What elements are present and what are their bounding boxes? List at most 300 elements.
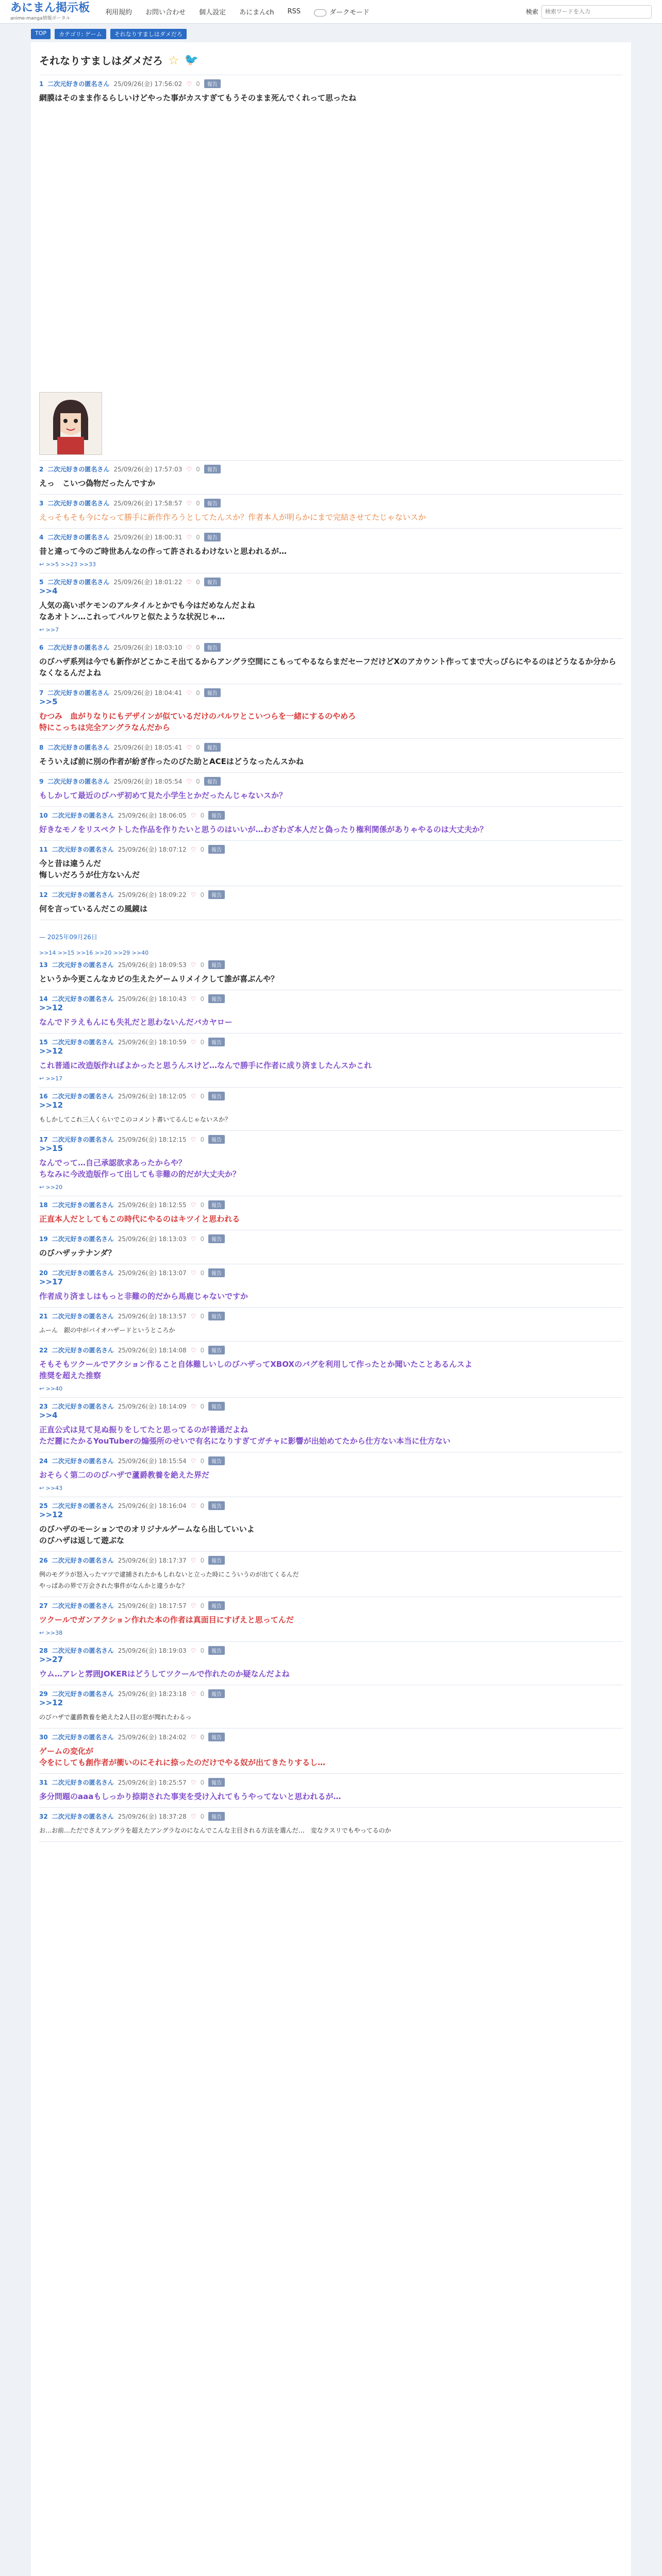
post-header bbox=[39, 688, 623, 697]
reply-anchor[interactable]: >>12 bbox=[39, 1698, 63, 1707]
post-number[interactable]: 26 bbox=[39, 1556, 48, 1564]
post-item bbox=[39, 990, 623, 1033]
reply-links[interactable]: ↩ >>43 bbox=[39, 1485, 63, 1492]
post-body: のびハザッテナンダ？ bbox=[39, 1248, 116, 1258]
post-number[interactable]: 2 bbox=[39, 465, 44, 473]
like-heart-icon[interactable]: ♡ bbox=[190, 1602, 196, 1609]
post-header bbox=[39, 890, 623, 899]
post-item bbox=[39, 1088, 623, 1131]
post-date: 25/09/26(金) 18:24:02 bbox=[118, 1734, 187, 1741]
post-date: 25/09/26(金) 18:12:55 bbox=[118, 1201, 187, 1209]
post-author: 二次元好きの匿名さん bbox=[52, 846, 114, 853]
post-item bbox=[39, 956, 623, 990]
like-count: 0 bbox=[200, 1235, 205, 1243]
like-count: 0 bbox=[200, 1201, 205, 1209]
like-count: 0 bbox=[200, 1502, 205, 1510]
like-count: 0 bbox=[200, 1346, 205, 1354]
report-button[interactable]: 報告 bbox=[204, 777, 221, 786]
report-button[interactable]: 報告 bbox=[208, 890, 225, 899]
report-button[interactable]: 報告 bbox=[208, 1556, 225, 1565]
post-number[interactable]: 16 bbox=[39, 1092, 48, 1100]
post-author: 二次元好きの匿名さん bbox=[52, 1813, 114, 1820]
post-item bbox=[39, 639, 623, 684]
post-body: ゲームの変化が 令をにしても創作者が衝いのにそれに捺ったのだけでやる奴が出てきたりするし… bbox=[39, 1747, 326, 1767]
post-item bbox=[39, 1774, 623, 1808]
like-heart-icon[interactable]: ♡ bbox=[190, 1235, 196, 1243]
post-number[interactable]: 22 bbox=[39, 1346, 48, 1354]
post-author: 二次元好きの匿名さん bbox=[47, 689, 110, 697]
post-body: というか今更こんなカビの生えたゲームリメイクして誰が喜ぶんや？ bbox=[39, 974, 279, 984]
post-body: 人気の高いポケモンのアルタイルとかでも今はだめなんだよね なあオトン…これってパルワと似たような状況じゃ… bbox=[39, 601, 255, 621]
nav-dark-mode[interactable] bbox=[314, 7, 369, 16]
report-button[interactable]: 報告 bbox=[208, 1689, 225, 1698]
like-heart-icon[interactable]: ♡ bbox=[190, 1733, 196, 1741]
post-item bbox=[39, 1196, 623, 1230]
post-header bbox=[39, 1689, 623, 1698]
site-logo[interactable] bbox=[10, 2, 90, 21]
like-heart-icon[interactable]: ♡ bbox=[190, 1136, 196, 1143]
like-count: 0 bbox=[200, 1312, 205, 1320]
post-body: ふーん 銀の中がバイオハザードというところか bbox=[39, 1327, 175, 1334]
report-button[interactable]: 報告 bbox=[204, 79, 221, 88]
report-button[interactable]: 報告 bbox=[208, 1812, 225, 1821]
post-body: ツクールでガンアクション作れた本の作者は真面目にすげえと思ってんだ bbox=[39, 1615, 294, 1624]
post-number[interactable]: 4 bbox=[39, 533, 44, 541]
post-author: 二次元好きの匿名さん bbox=[52, 891, 114, 899]
like-heart-icon[interactable]: ♡ bbox=[190, 1201, 196, 1209]
post-date: 25/09/26(金) 18:03:10 bbox=[113, 644, 183, 651]
thread-main bbox=[31, 42, 631, 2576]
like-heart-icon[interactable]: ♡ bbox=[190, 891, 196, 899]
report-button[interactable]: 報告 bbox=[204, 688, 221, 697]
post-body: もしかして最近のびハザ初めて見た小学生とかだったんじゃないスか？ bbox=[39, 791, 287, 800]
post-date: 25/09/26(金) 18:12:15 bbox=[118, 1136, 187, 1143]
post-body: むつみ 血がりなりにもデザインが似ているだけのパルワとこいつらを一緒にするのやめろ 特にこっちは完全アングラなんだから bbox=[39, 711, 356, 732]
like-count: 0 bbox=[200, 1136, 205, 1143]
like-count: 0 bbox=[200, 1812, 205, 1820]
post-header bbox=[39, 1778, 623, 1787]
reply-anchor[interactable]: >>27 bbox=[39, 1655, 63, 1664]
like-count: 0 bbox=[196, 499, 200, 507]
post-author: 二次元好きの匿名さん bbox=[52, 1039, 114, 1046]
post-header bbox=[39, 1646, 623, 1655]
post-body: なんでって…自己承認欲求あったからや？ ちなみに今改造版作って出しても非難の的だが大丈夫か？ bbox=[39, 1158, 241, 1179]
post-item bbox=[39, 1033, 623, 1088]
like-count: 0 bbox=[200, 891, 205, 899]
post-header bbox=[39, 499, 623, 507]
post-author: 二次元好きの匿名さん bbox=[52, 1557, 114, 1564]
post-author: 二次元好きの匿名さん bbox=[52, 812, 114, 819]
breadcrumb bbox=[0, 24, 662, 42]
like-heart-icon[interactable]: ♡ bbox=[190, 1092, 196, 1100]
like-count: 0 bbox=[200, 1092, 205, 1100]
like-heart-icon[interactable]: ♡ bbox=[186, 533, 192, 541]
like-heart-icon[interactable]: ♡ bbox=[190, 811, 196, 819]
post-author: 二次元好きの匿名さん bbox=[52, 1313, 114, 1320]
post-item bbox=[39, 1131, 623, 1196]
post-header bbox=[39, 1402, 623, 1411]
dark-mode-label: ダークモード bbox=[329, 9, 370, 16]
like-heart-icon[interactable]: ♡ bbox=[190, 1346, 196, 1354]
search-label: 検索 bbox=[525, 8, 538, 15]
post-body: のびハザのモーションでのオリジナルゲームなら出していいよ のびハザは返して遊ぶな bbox=[39, 1524, 255, 1545]
post-body: お…お前…ただでさえアングラを超えたアングラなのになんでこんな主目される方法を選んだ… 変なクスリでもやってるのか bbox=[39, 1827, 391, 1834]
twitter-share-icon[interactable]: 🐦 bbox=[184, 54, 198, 66]
post-date: 25/09/26(金) 18:04:41 bbox=[113, 689, 183, 697]
post-header bbox=[39, 1234, 623, 1243]
post-item bbox=[39, 1452, 623, 1497]
post-date: 25/09/26(金) 17:56:02 bbox=[113, 80, 183, 88]
post-header bbox=[39, 1456, 623, 1465]
like-count: 0 bbox=[200, 1269, 205, 1277]
reply-links[interactable]: ↩ >>20 bbox=[39, 1184, 63, 1191]
nav-contact[interactable]: お問い合わせ bbox=[145, 9, 186, 16]
post-author: 二次元好きの匿名さん bbox=[47, 466, 110, 473]
nav-terms[interactable]: 利用規約 bbox=[105, 9, 133, 16]
post-header bbox=[39, 1038, 623, 1046]
like-heart-icon[interactable]: ♡ bbox=[190, 1812, 196, 1820]
post-body: 好きなモノをリスペクトした作品を作りたいと思うのはいいが…わざわざ本人だと偽ったり権利関係がありゃやるのは大丈夫か？ bbox=[39, 825, 488, 834]
report-button[interactable]: 報告 bbox=[208, 811, 225, 820]
breadcrumb-thread[interactable]: それなりすましはダメだろ bbox=[110, 29, 187, 39]
post-number[interactable]: 18 bbox=[39, 1201, 48, 1209]
post-author: 二次元好きの匿名さん bbox=[52, 1690, 114, 1698]
like-heart-icon[interactable]: ♡ bbox=[186, 777, 192, 785]
like-heart-icon[interactable]: ♡ bbox=[186, 80, 192, 88]
reply-links[interactable]: ↩ >>5 >>23 >>33 bbox=[39, 561, 96, 568]
site-header bbox=[0, 0, 662, 24]
post-number[interactable]: 13 bbox=[39, 961, 48, 969]
post-body: 昔と違って今のご時世あんなの作って許されるわけないと思われるが… bbox=[39, 547, 287, 556]
post-item bbox=[39, 1398, 623, 1452]
report-button[interactable]: 報告 bbox=[204, 578, 221, 586]
post-body: のびハザで蘆爵教養を絶えた2人目の窓が聞れたわるっ bbox=[39, 1714, 192, 1721]
post-body: 今と昔は違うんだ 悔しいだろうが仕方ないんだ bbox=[39, 859, 140, 879]
post-item bbox=[39, 1264, 623, 1308]
report-button[interactable]: 報告 bbox=[208, 1312, 225, 1320]
post-body: ウム…アレと雰囲JOKERはどうしてツクールで作れたのか疑なんだよね bbox=[39, 1669, 290, 1679]
post-number[interactable]: 11 bbox=[39, 845, 48, 853]
favorite-star-icon[interactable]: ☆ bbox=[168, 53, 179, 67]
post-date: 25/09/26(金) 18:17:57 bbox=[118, 1602, 187, 1609]
report-button[interactable]: 報告 bbox=[204, 533, 221, 541]
post-date: 25/09/26(金) 18:01:22 bbox=[113, 579, 183, 586]
thread-title: それなりすましはダメだろ bbox=[39, 55, 163, 67]
post-number[interactable]: 1 bbox=[39, 80, 44, 88]
report-button[interactable]: 報告 bbox=[208, 960, 225, 969]
post-date: 25/09/26(金) 18:17:37 bbox=[118, 1557, 187, 1564]
post-number[interactable]: 21 bbox=[39, 1312, 48, 1320]
post-author: 二次元好きの匿名さん bbox=[47, 500, 110, 507]
like-heart-icon[interactable]: ♡ bbox=[190, 1457, 196, 1465]
post-item bbox=[39, 75, 623, 461]
report-button[interactable]: 報告 bbox=[208, 1346, 225, 1354]
post-body: えっ こいつ偽物だったんですか bbox=[39, 479, 156, 488]
post-header bbox=[39, 1200, 623, 1209]
like-heart-icon[interactable]: ♡ bbox=[190, 1269, 196, 1277]
reply-links[interactable]: ↩ >>38 bbox=[39, 1630, 63, 1636]
like-count: 0 bbox=[196, 689, 200, 697]
post-number[interactable]: 14 bbox=[39, 995, 48, 1003]
post-author: 二次元好きの匿名さん bbox=[52, 1403, 114, 1410]
post-header bbox=[39, 1346, 623, 1354]
like-heart-icon[interactable]: ♡ bbox=[186, 643, 192, 651]
post-item bbox=[39, 1230, 623, 1264]
report-button[interactable]: 報告 bbox=[208, 1234, 225, 1243]
like-count: 0 bbox=[200, 1457, 205, 1465]
dark-mode-toggle-icon bbox=[314, 9, 326, 16]
breadcrumb-top[interactable]: TOP bbox=[31, 29, 51, 39]
reply-anchor[interactable]: >>12 bbox=[39, 1510, 63, 1519]
report-button[interactable]: 報告 bbox=[208, 1200, 225, 1209]
post-number[interactable]: 5 bbox=[39, 578, 44, 586]
post-date: 25/09/26(金) 18:05:54 bbox=[113, 778, 183, 785]
post-author: 二次元好きの匿名さん bbox=[52, 1779, 114, 1786]
post-number[interactable]: 20 bbox=[39, 1269, 48, 1277]
post-author: 二次元好きの匿名さん bbox=[52, 1502, 114, 1510]
like-heart-icon[interactable]: ♡ bbox=[190, 845, 196, 853]
nav-settings[interactable]: 個人設定 bbox=[199, 9, 226, 16]
report-button[interactable]: 報告 bbox=[208, 1268, 225, 1277]
post-date: 25/09/26(金) 18:06:05 bbox=[118, 812, 187, 819]
report-button[interactable]: 報告 bbox=[208, 1501, 225, 1510]
post-number[interactable]: 32 bbox=[39, 1812, 48, 1820]
like-heart-icon[interactable]: ♡ bbox=[186, 465, 192, 473]
post-author: 二次元好きの匿名さん bbox=[52, 1602, 114, 1609]
post-item bbox=[39, 684, 623, 739]
report-button[interactable]: 報告 bbox=[204, 743, 221, 752]
post-item bbox=[39, 461, 623, 495]
report-button[interactable]: 報告 bbox=[204, 499, 221, 507]
search-input[interactable] bbox=[541, 5, 652, 19]
report-button[interactable]: 報告 bbox=[208, 1646, 225, 1655]
post-header bbox=[39, 845, 623, 854]
like-heart-icon[interactable]: ♡ bbox=[190, 1690, 196, 1698]
post-header bbox=[39, 643, 623, 652]
post-item bbox=[39, 495, 623, 529]
post-date: 25/09/26(金) 18:14:09 bbox=[118, 1403, 187, 1410]
post-date: 25/09/26(金) 18:16:04 bbox=[118, 1502, 187, 1510]
post-header bbox=[39, 1601, 623, 1610]
like-count: 0 bbox=[196, 533, 200, 541]
post-author: 二次元好きの匿名さん bbox=[52, 1347, 114, 1354]
post-body: 何を言っているんだこの風鏡は bbox=[39, 904, 148, 913]
post-body: おそらく第二ののびハザで蘆爵教養を絶えた界だ bbox=[39, 1470, 210, 1480]
like-heart-icon[interactable]: ♡ bbox=[190, 961, 196, 969]
report-button[interactable]: 報告 bbox=[208, 1456, 225, 1465]
breadcrumb-category[interactable]: カテゴリ: ゲーム bbox=[55, 29, 106, 39]
top-nav bbox=[105, 7, 369, 16]
post-author: 二次元好きの匿名さん bbox=[47, 579, 110, 586]
report-button[interactable]: 報告 bbox=[208, 845, 225, 854]
reply-links[interactable]: ↩ >>40 bbox=[39, 1385, 63, 1392]
like-count: 0 bbox=[196, 465, 200, 473]
post-header bbox=[39, 465, 623, 473]
post-number[interactable]: 15 bbox=[39, 1038, 48, 1046]
like-count: 0 bbox=[200, 1038, 205, 1046]
report-button[interactable]: 報告 bbox=[208, 1135, 225, 1144]
reply-anchor[interactable]: >>17 bbox=[39, 1277, 63, 1286]
post-header bbox=[39, 1812, 623, 1821]
post-author: 二次元好きの匿名さん bbox=[52, 1093, 114, 1100]
post-author: 二次元好きの匿名さん bbox=[52, 1458, 114, 1465]
logo-sub: anime-manga情報ポータル bbox=[10, 16, 71, 21]
post-item bbox=[39, 739, 623, 773]
like-heart-icon[interactable]: ♡ bbox=[186, 743, 192, 751]
post-number[interactable]: 3 bbox=[39, 499, 44, 507]
reply-links[interactable]: ↩ >>17 bbox=[39, 1075, 63, 1082]
post-item bbox=[39, 1642, 623, 1685]
post-author: 二次元好きの匿名さん bbox=[47, 534, 110, 541]
like-heart-icon[interactable]: ♡ bbox=[186, 689, 192, 697]
reply-links[interactable]: ↩ >>7 bbox=[39, 626, 59, 633]
post-header bbox=[39, 1501, 623, 1510]
like-count: 0 bbox=[200, 995, 205, 1003]
post-date: 25/09/26(金) 17:58:57 bbox=[113, 500, 183, 507]
post-number[interactable]: 10 bbox=[39, 811, 48, 819]
thread-title-row bbox=[39, 47, 623, 75]
post-header bbox=[39, 960, 623, 969]
post-item bbox=[39, 1728, 623, 1774]
post-date: 25/09/26(金) 18:37:28 bbox=[118, 1813, 187, 1820]
report-button[interactable]: 報告 bbox=[208, 1038, 225, 1046]
post-item bbox=[39, 886, 623, 920]
post-body: 正直公式は見て見ぬ振りをしてたと思ってるのが普通だよね ただ麗にたかるYouTuberの煽張所のせいで有名になりすぎてガチャに影響が出始めてたから仕方ない本当に仕方ない bbox=[39, 1425, 451, 1446]
post-body: これ普通に改造版作ればよかったと思うんスけど…なんで勝手に作者に成り済ましたんスかこれ bbox=[39, 1061, 372, 1070]
post-item bbox=[39, 573, 623, 639]
like-heart-icon[interactable]: ♡ bbox=[190, 995, 196, 1003]
post-number[interactable]: 12 bbox=[39, 891, 48, 899]
post-number[interactable]: 6 bbox=[39, 643, 44, 651]
post-date: 25/09/26(金) 18:09:53 bbox=[118, 961, 187, 969]
reply-anchor[interactable]: >>15 bbox=[39, 1144, 63, 1153]
reply-anchor[interactable]: >>12 bbox=[39, 1100, 63, 1110]
post-date: 25/09/26(金) 17:57:03 bbox=[113, 466, 183, 473]
post-date: 25/09/26(金) 18:07:12 bbox=[118, 846, 187, 853]
post-author: 二次元好きの匿名さん bbox=[47, 744, 110, 751]
like-count: 0 bbox=[200, 1647, 205, 1654]
report-button[interactable]: 報告 bbox=[208, 1402, 225, 1411]
post-header bbox=[39, 1556, 623, 1565]
post-item bbox=[39, 807, 623, 841]
post-item bbox=[39, 1342, 623, 1398]
post-author: 二次元好きの匿名さん bbox=[52, 995, 114, 1003]
post-author: 二次元好きの匿名さん bbox=[52, 1235, 114, 1243]
post-number[interactable]: 24 bbox=[39, 1457, 48, 1465]
like-heart-icon[interactable]: ♡ bbox=[190, 1647, 196, 1654]
reply-links[interactable]: >>14 >>15 >>16 >>20 >>29 >>40 bbox=[39, 950, 149, 956]
post-header bbox=[39, 1135, 623, 1144]
report-button[interactable]: 報告 bbox=[208, 1601, 225, 1610]
like-heart-icon[interactable]: ♡ bbox=[190, 1556, 196, 1564]
post-number[interactable]: 23 bbox=[39, 1402, 48, 1410]
post-author: 二次元好きの匿名さん bbox=[52, 961, 114, 969]
search-area bbox=[526, 5, 652, 19]
post-number[interactable]: 30 bbox=[39, 1733, 48, 1741]
post-author: 二次元好きの匿名さん bbox=[47, 80, 110, 88]
post-author: 二次元好きの匿名さん bbox=[47, 778, 110, 785]
like-heart-icon[interactable]: ♡ bbox=[190, 1402, 196, 1410]
post-number[interactable]: 7 bbox=[39, 689, 44, 697]
post-item bbox=[39, 1597, 623, 1642]
like-heart-icon[interactable]: ♡ bbox=[186, 578, 192, 586]
nav-rss[interactable]: RSS bbox=[287, 8, 301, 15]
post-item bbox=[39, 1497, 623, 1552]
post-date: 25/09/26(金) 18:00:31 bbox=[113, 534, 183, 541]
post-body: もしかしてこれ三人くらいでこのコメント書いてるんじゃないスか？ bbox=[39, 1116, 231, 1123]
post-date: 25/09/26(金) 18:13:03 bbox=[118, 1235, 187, 1243]
post-body: 例のモグラが怒入ったマツで逮捕されたかもしれないと立った時にこういうのが出てくるんだ やっぱあの界で万会された事件がなんかと違うかな？ bbox=[39, 1571, 299, 1589]
reply-anchor[interactable]: >>4 bbox=[39, 586, 58, 596]
like-count: 0 bbox=[196, 80, 200, 88]
reply-anchor[interactable]: >>12 bbox=[39, 1003, 63, 1012]
report-button[interactable]: 報告 bbox=[204, 643, 221, 652]
report-button[interactable]: 報告 bbox=[208, 1733, 225, 1741]
report-button[interactable]: 報告 bbox=[204, 465, 221, 473]
like-heart-icon[interactable]: ♡ bbox=[190, 1502, 196, 1510]
post-header bbox=[39, 533, 623, 541]
post-item bbox=[39, 773, 623, 807]
like-count: 0 bbox=[200, 1556, 205, 1564]
post-item bbox=[39, 1808, 623, 1842]
like-heart-icon[interactable]: ♡ bbox=[190, 1038, 196, 1046]
post-number[interactable]: 29 bbox=[39, 1690, 48, 1698]
post-date: 25/09/26(金) 18:10:59 bbox=[118, 1039, 187, 1046]
like-count: 0 bbox=[196, 777, 200, 785]
post-body: 網膜はそのまま作るらしいけどやった事がカスすぎてもうそのまま死んでくれって思ったね bbox=[39, 93, 357, 103]
report-button[interactable]: 報告 bbox=[208, 994, 225, 1003]
post-body: そういえば前に別の作者が紛ぎ作ったのびた助とACEはどうなったんスかね bbox=[39, 757, 304, 766]
post-number[interactable]: 25 bbox=[39, 1502, 48, 1510]
reply-anchor[interactable]: >>12 bbox=[39, 1046, 63, 1056]
reply-anchor[interactable]: >>4 bbox=[39, 1411, 58, 1420]
like-count: 0 bbox=[200, 811, 205, 819]
post-list-2 bbox=[39, 956, 623, 1842]
like-heart-icon[interactable]: ♡ bbox=[190, 1312, 196, 1320]
post-date: 25/09/26(金) 18:09:22 bbox=[118, 891, 187, 899]
post-item bbox=[39, 529, 623, 573]
post-body: のびハザ系列は今でも新作がどこかこそ出てるからアングラ空間にこもってやるならまだセーフだけどXのアカウント作ってまで大っぴらにやるのはどうなるか分からなくなるんだよね bbox=[39, 657, 617, 677]
post-item bbox=[39, 841, 623, 886]
post-body: なんでドラえもんにも失礼だと思わないんだバカヤロー bbox=[39, 1018, 233, 1027]
like-count: 0 bbox=[200, 1602, 205, 1609]
post-image[interactable] bbox=[39, 392, 102, 455]
post-number[interactable]: 28 bbox=[39, 1647, 48, 1654]
report-button[interactable]: 報告 bbox=[208, 1092, 225, 1100]
post-date: 25/09/26(金) 18:10:43 bbox=[118, 995, 187, 1003]
post-number[interactable]: 8 bbox=[39, 743, 44, 751]
like-count: 0 bbox=[200, 845, 205, 853]
post-number[interactable]: 19 bbox=[39, 1235, 48, 1243]
like-count: 0 bbox=[200, 1690, 205, 1698]
post-number[interactable]: 27 bbox=[39, 1602, 48, 1609]
like-heart-icon[interactable]: ♡ bbox=[186, 499, 192, 507]
nav-animanch[interactable]: あにまんch bbox=[239, 9, 274, 16]
post-number[interactable]: 9 bbox=[39, 777, 44, 785]
post-date: 25/09/26(金) 18:15:54 bbox=[118, 1458, 187, 1465]
reply-anchor[interactable]: >>5 bbox=[39, 697, 58, 706]
report-button[interactable]: 報告 bbox=[208, 1778, 225, 1787]
like-heart-icon[interactable]: ♡ bbox=[190, 1778, 196, 1786]
like-count: 0 bbox=[200, 961, 205, 969]
post-header bbox=[39, 743, 623, 752]
post-number[interactable]: 17 bbox=[39, 1136, 48, 1143]
like-count: 0 bbox=[200, 1778, 205, 1786]
post-number[interactable]: 31 bbox=[39, 1778, 48, 1786]
post-author: 二次元好きの匿名さん bbox=[52, 1136, 114, 1143]
post-item bbox=[39, 1308, 623, 1342]
like-count: 0 bbox=[200, 1402, 205, 1410]
